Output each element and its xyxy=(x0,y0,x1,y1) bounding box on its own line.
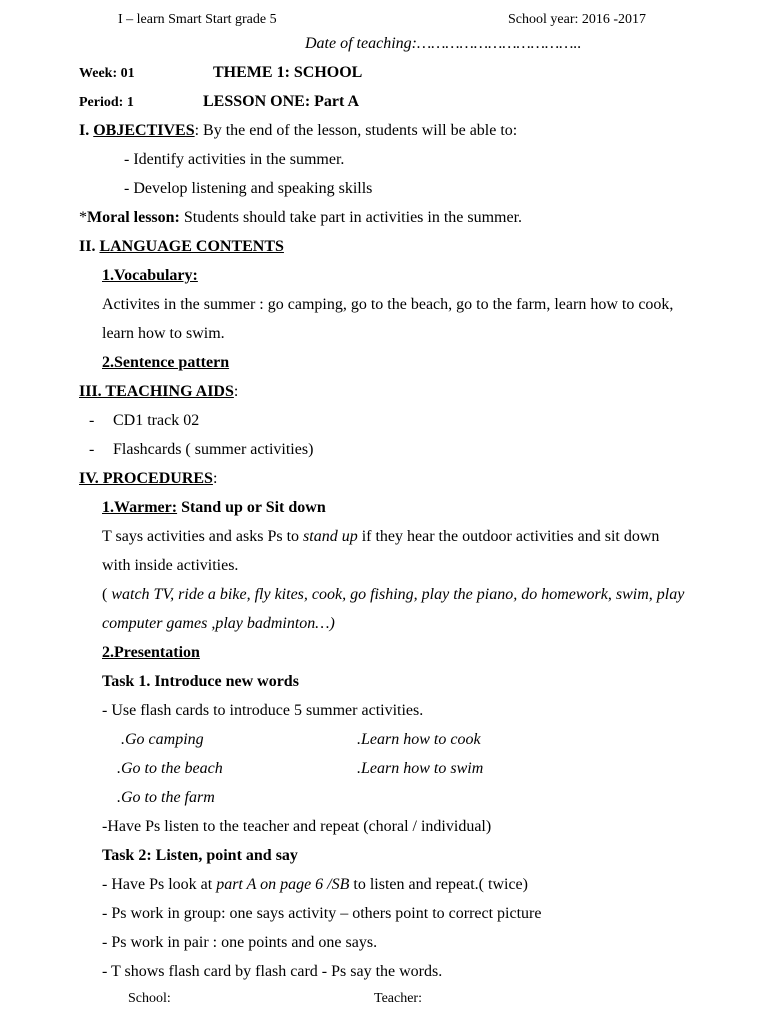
list-dash: - xyxy=(89,441,95,458)
teaching-aids-colon: : xyxy=(233,383,239,400)
warmer-line xyxy=(102,498,326,518)
vocab-word: .Go to the beach xyxy=(117,760,223,777)
warmer-text-part: stand up xyxy=(303,528,358,545)
date-of-teaching: Date of teaching:…………………………….. xyxy=(305,35,582,52)
vocabulary-line: Activites in the summer : go camping, go to the beach, go to the farm, learn how to cook, xyxy=(102,296,674,313)
vocab-word: .Go to the farm xyxy=(117,789,215,806)
task2-text-part: - Have Ps look at xyxy=(102,876,217,893)
objective-item: - Identify activities in the summer. xyxy=(124,151,345,168)
week-label: Week: 01 xyxy=(79,66,135,81)
header-left: I – learn Smart Start grade 5 xyxy=(118,12,277,27)
warmer-examples: computer games ,play badminton…) xyxy=(102,615,335,632)
task2-text: - T shows flash card by flash card - Ps say the words. xyxy=(102,963,443,980)
footer-school: School: xyxy=(128,991,171,1006)
footer-teacher: Teacher: xyxy=(374,991,422,1006)
warmer-text-part: if they hear the outdoor activities and sit down xyxy=(357,528,660,545)
theme-title: THEME 1: SCHOOL xyxy=(213,64,363,81)
objectives-prefix: I. xyxy=(79,122,94,139)
moral-text: Students should take part in activities in the summer. xyxy=(179,209,523,226)
teaching-aid-item: Flashcards ( summer activities) xyxy=(113,441,314,458)
vocabulary-line: learn how to swim. xyxy=(102,325,225,342)
procedures-line xyxy=(79,469,217,489)
presentation-heading: 2.Presentation xyxy=(102,644,200,661)
task2-heading: Task 2: Listen, point and say xyxy=(102,847,298,864)
objectives-heading: OBJECTIVES xyxy=(93,122,195,139)
lesson-title: LESSON ONE: Part A xyxy=(203,93,360,110)
objective-item: - Develop listening and speaking skills xyxy=(124,180,373,197)
vocab-word: .Go camping xyxy=(121,731,204,748)
warmer-text: with inside activities. xyxy=(102,557,239,574)
warmer-examples-part: ( xyxy=(102,586,112,603)
procedures-heading: IV. PROCEDURES xyxy=(79,470,213,487)
warmer-text xyxy=(102,527,659,547)
task2-text: - Ps work in pair : one points and one says. xyxy=(102,934,378,951)
moral-star: * xyxy=(79,209,87,226)
task2-text: - Ps work in group: one says activity – others point to correct picture xyxy=(102,905,542,922)
warmer-heading: 1.Warmer: xyxy=(102,499,178,516)
task1-text: - Use flash cards to introduce 5 summer activities. xyxy=(102,702,424,719)
moral-lesson xyxy=(79,208,522,228)
objectives-text: : By the end of the lesson, students will be able to: xyxy=(194,122,518,139)
warmer-examples-part: watch TV, ride a bike, fly kites, cook, go fishing, play the piano, do homework, swim, play xyxy=(111,586,685,603)
warmer-title: Stand up or Sit down xyxy=(177,499,326,516)
language-prefix: II. xyxy=(79,238,100,255)
language-contents-heading xyxy=(79,237,284,257)
task2-text-part: to listen and repeat.( twice) xyxy=(349,876,528,893)
teaching-aid-item: CD1 track 02 xyxy=(113,412,200,429)
list-dash: - xyxy=(89,412,95,429)
vocab-word: .Learn how to swim xyxy=(357,760,484,777)
vocabulary-heading: 1.Vocabulary: xyxy=(102,267,198,284)
period-label: Period: 1 xyxy=(79,95,134,110)
header-right: School year: 2016 -2017 xyxy=(508,12,647,27)
sentence-pattern-heading: 2.Sentence pattern xyxy=(102,354,230,371)
language-heading: LANGUAGE CONTENTS xyxy=(99,238,284,255)
task2-text xyxy=(102,875,528,895)
vocab-word: .Learn how to cook xyxy=(357,731,481,748)
task1-heading: Task 1. Introduce new words xyxy=(102,673,299,690)
procedures-colon: : xyxy=(212,470,218,487)
warmer-examples xyxy=(102,585,684,605)
task2-text-part: part A on page 6 /SB xyxy=(216,876,350,893)
repeat-text: -Have Ps listen to the teacher and repeat (choral / individual) xyxy=(102,818,492,835)
teaching-aids-line xyxy=(79,382,238,402)
teaching-aids-heading: III. TEACHING AIDS xyxy=(79,383,234,400)
moral-label: Moral lesson: xyxy=(87,209,180,226)
objectives-line xyxy=(79,121,517,141)
warmer-text-part: T says activities and asks Ps to xyxy=(102,528,304,545)
